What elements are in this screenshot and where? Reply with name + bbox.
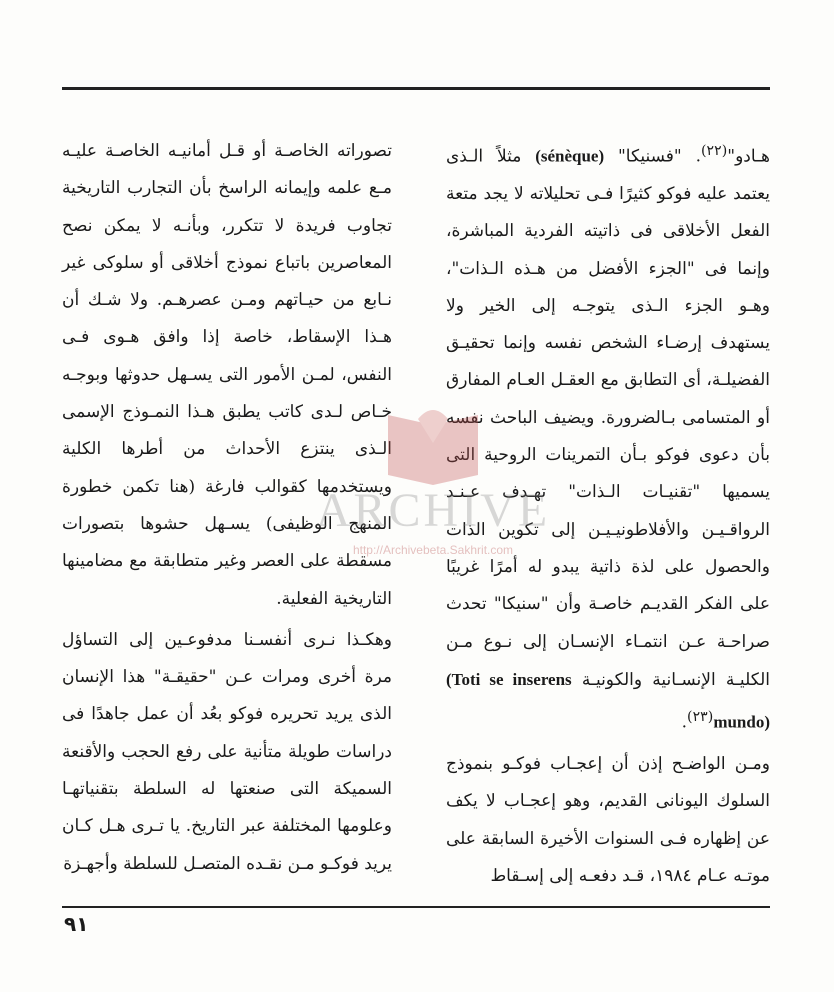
- left-paragraph-1: تصوراته الخاصـة أو قـل أمانيـه الخاصـة عليـه مـع علمه وإيمانه الراسخ بأن التجارب التاريخية تجاوب فريدة لا تتكرر، وبأنـه لا يمكن نصح المعاصرين باتباع نموذج أخلاقى أو سلوكى غير نـابع من حيـاتهم ومـن عصرهـم. ولا شـك أن هـذا الإسقاط، خاصة إذا وافق هـوى فـى النفس، لمـن الأمور التى يسـهل حدوثها وبوجـه خـاص لـدى كاتب يطبق هـذا النمـوذج الإسمى الـذى ينتزع الأحداث من أطرها الكلية ويستخدمها كقوالب فارغة (هنا تكمن خطورة المنهج الوظيفى) يسـهل حشوها بتصورات مسقطة على العصر وغير متطابقة مع مضامينها التاريخية الفعلية.: [62, 141, 392, 609]
- latin-quote: (Toti se inserens mundo): [446, 669, 770, 732]
- page-number: ٩١: [64, 912, 89, 936]
- text-segment: هـادو": [727, 146, 770, 167]
- right-paragraph-1: [446, 133, 770, 742]
- text-segment: .: [681, 712, 688, 733]
- footnote-ref: (٢٢): [700, 143, 728, 159]
- right-column: [446, 133, 770, 895]
- text-segment: . "فسنيكا": [617, 146, 701, 167]
- text-segment: مثلاً الـذى يعتمد عليه فوكو كثيرًا فـى تحليلاته لا يجد متعة الفعل الأخلاقى فى ذاتيته الفردية المباشرة، وإنما فى "الجزء الأفضل من هـذه الـذات"، وهـو الجزء الـذى يتوجـه إلى الخير ولا يستهدف إرضـاء الشخص نفسه وإنما تحقيـق الفضيلـة، أى التطابق مع العقـل العـام المفارق أو المتسامى بـالضرورة. ويضيف الباحث نفسه بأن دعوى فوكو بـأن التمرينات الروحية التى يسميها "تقنيـات الـذات" تهـدف عـنـد الرواقـيـن والأفلاطونيـيـن إلى تكوين الذات والحصول على لذة ذاتية يبدو له أمرًا غريبًا على الفكر القديـم خاصـة وأن "سنيكا" تحدث صراحـة عـن انتمـاء الإنسـان إلى نـوع مـن الكليـة الإنسـانية والكونيـة: [446, 146, 770, 690]
- watermark-url: http://Archivebeta.Sakhrit.com: [352, 543, 514, 557]
- top-rule: [62, 87, 770, 90]
- latin-term: (sénèque): [535, 146, 605, 166]
- left-column: [62, 133, 392, 883]
- right-paragraph-2: ومـن الواضـح إذن أن إعجـاب فوكـو بنموذج السلوك اليونانى القديم، وهو إعجـاب لا يكف عن إظهاره فـى السنوات الأخيرة السابقة على موتـه عـام ١٩٨٤، قـد دفعـه إلى إسـقاط: [446, 754, 770, 886]
- left-paragraph-2: وهكـذا نـرى أنفسـنا مدفوعـين إلى التساؤل مرة أخرى ومرات عـن "حقيقـة" هذا الإنسان الذى يريد تحريره فوكو بعُد أن عمل جاهدًا فى دراسات طويلة متأنية على رفع الحجب والأقنعة السميكة التى صنعتها له السلطة بتقنياتهـا وعلومها المختلفة عبر التاريخ. يا تـرى هـل كـان يريد فوكـو مـن نقـده المتصـل للسلطة وأجهـزة: [62, 629, 392, 874]
- bottom-rule: [62, 906, 770, 908]
- watermark-title: ARCHIVE: [315, 484, 551, 537]
- footnote-ref: (٢٣): [687, 709, 714, 726]
